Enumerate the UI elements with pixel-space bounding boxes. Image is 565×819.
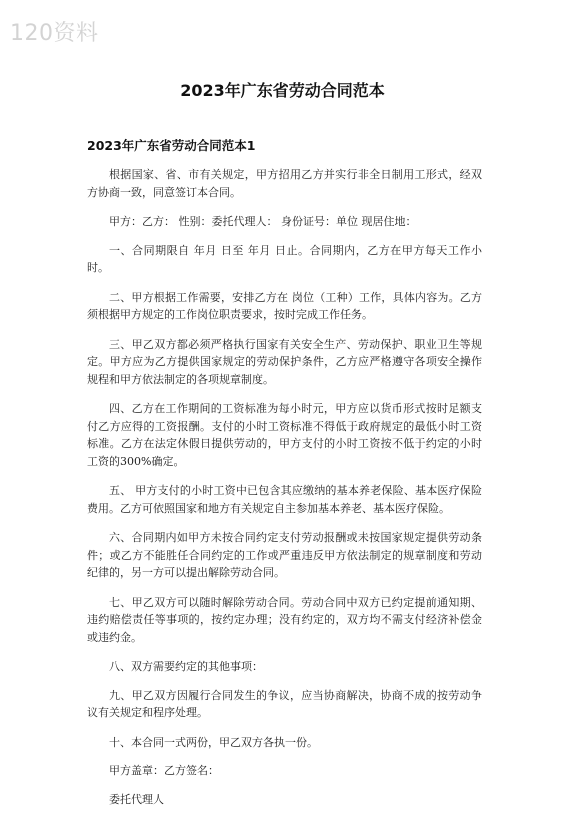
paragraph-clause-3: 三、甲乙双方都必须严格执行国家有关安全生产、劳动保护、职业卫生等规定。甲方应为乙方提供国家规定的劳动保护条件，乙方应严格遵守各项安全操作规程和甲方依法制定的各项规章制度。 [87, 337, 482, 386]
paragraph-signatures: 甲方盖章：乙方签名： [109, 764, 219, 777]
paragraph-clause-6: 六、合同期内如甲方未按合同约定支付劳动报酬或未按国家规定提供劳动条件；或乙方不能胜任合同约定的工作或严重违反甲方依法制定的规章制度和劳动纪律的，另一方可以提出解除劳动合同。 [87, 531, 482, 579]
paragraph-clause-8: 八、双方需要约定的其他事项： [109, 660, 263, 673]
watermark-logo: 120资料 [10, 21, 99, 46]
paragraph-clause-7: 七、甲乙双方可以随时解除劳动合同。劳动合同中双方已约定提前通知期、违约赔偿责任等事项的，按约定办理；没有约定的，双方均不需支付经济补偿金或违约金。 [87, 595, 482, 644]
paragraph-agent: 委托代理人 [109, 792, 164, 806]
paragraph-clause-1: 一、合同期限自 年月 日至 年月 日止。合同期内，乙方在甲方每天工作小时。 [87, 243, 482, 274]
paragraph-clause-5: 五、 甲方支付的小时工资中已包含其应缴纳的基本养老保险、基本医疗保险费用。乙方可依照国家和地方有关规定自主参加基本养老、基本医疗保险。 [87, 484, 482, 515]
paragraph-clause-4: 四、乙方在工作期间的工资标准为每小时元，甲方应以货币形式按时足额支付乙方应得的工资报酬。支付的小时工资标准不得低于政府规定的最低小时工资标准。乙方在法定休假日提供劳动的，甲方支付的小时工资按不低于约定的小时工资的300%确定。 [87, 402, 482, 468]
paragraph-clause-9: 九、甲乙双方因履行合同发生的争议，应当协商解决，协商不成的按劳动争议有关规定和程序处理。 [87, 688, 482, 719]
section-title: 2023年广东省劳动合同范本1 [87, 138, 256, 153]
paragraph-intro: 根据国家、省、市有关规定，甲方招用乙方并实行非全日制用工形式，经双方协商一致，同意签订本合同。 [87, 168, 482, 199]
paragraph-clause-10: 十、本合同一式两份，甲乙双方各执一份。 [109, 735, 318, 749]
paragraph-clause-2: 二、甲方根据工作需要，安排乙方在 岗位（工种）工作，具体内容为。乙方须根据甲方规定的工作岗位职责要求，按时完成工作任务。 [87, 290, 482, 321]
document-title: 2023年广东省劳动合同范本 [180, 81, 385, 100]
document-body [87, 166, 482, 819]
paragraph-parties: 甲方：乙方： 性别：委托代理人： 身份证号：单位 现居住地： [109, 215, 417, 228]
